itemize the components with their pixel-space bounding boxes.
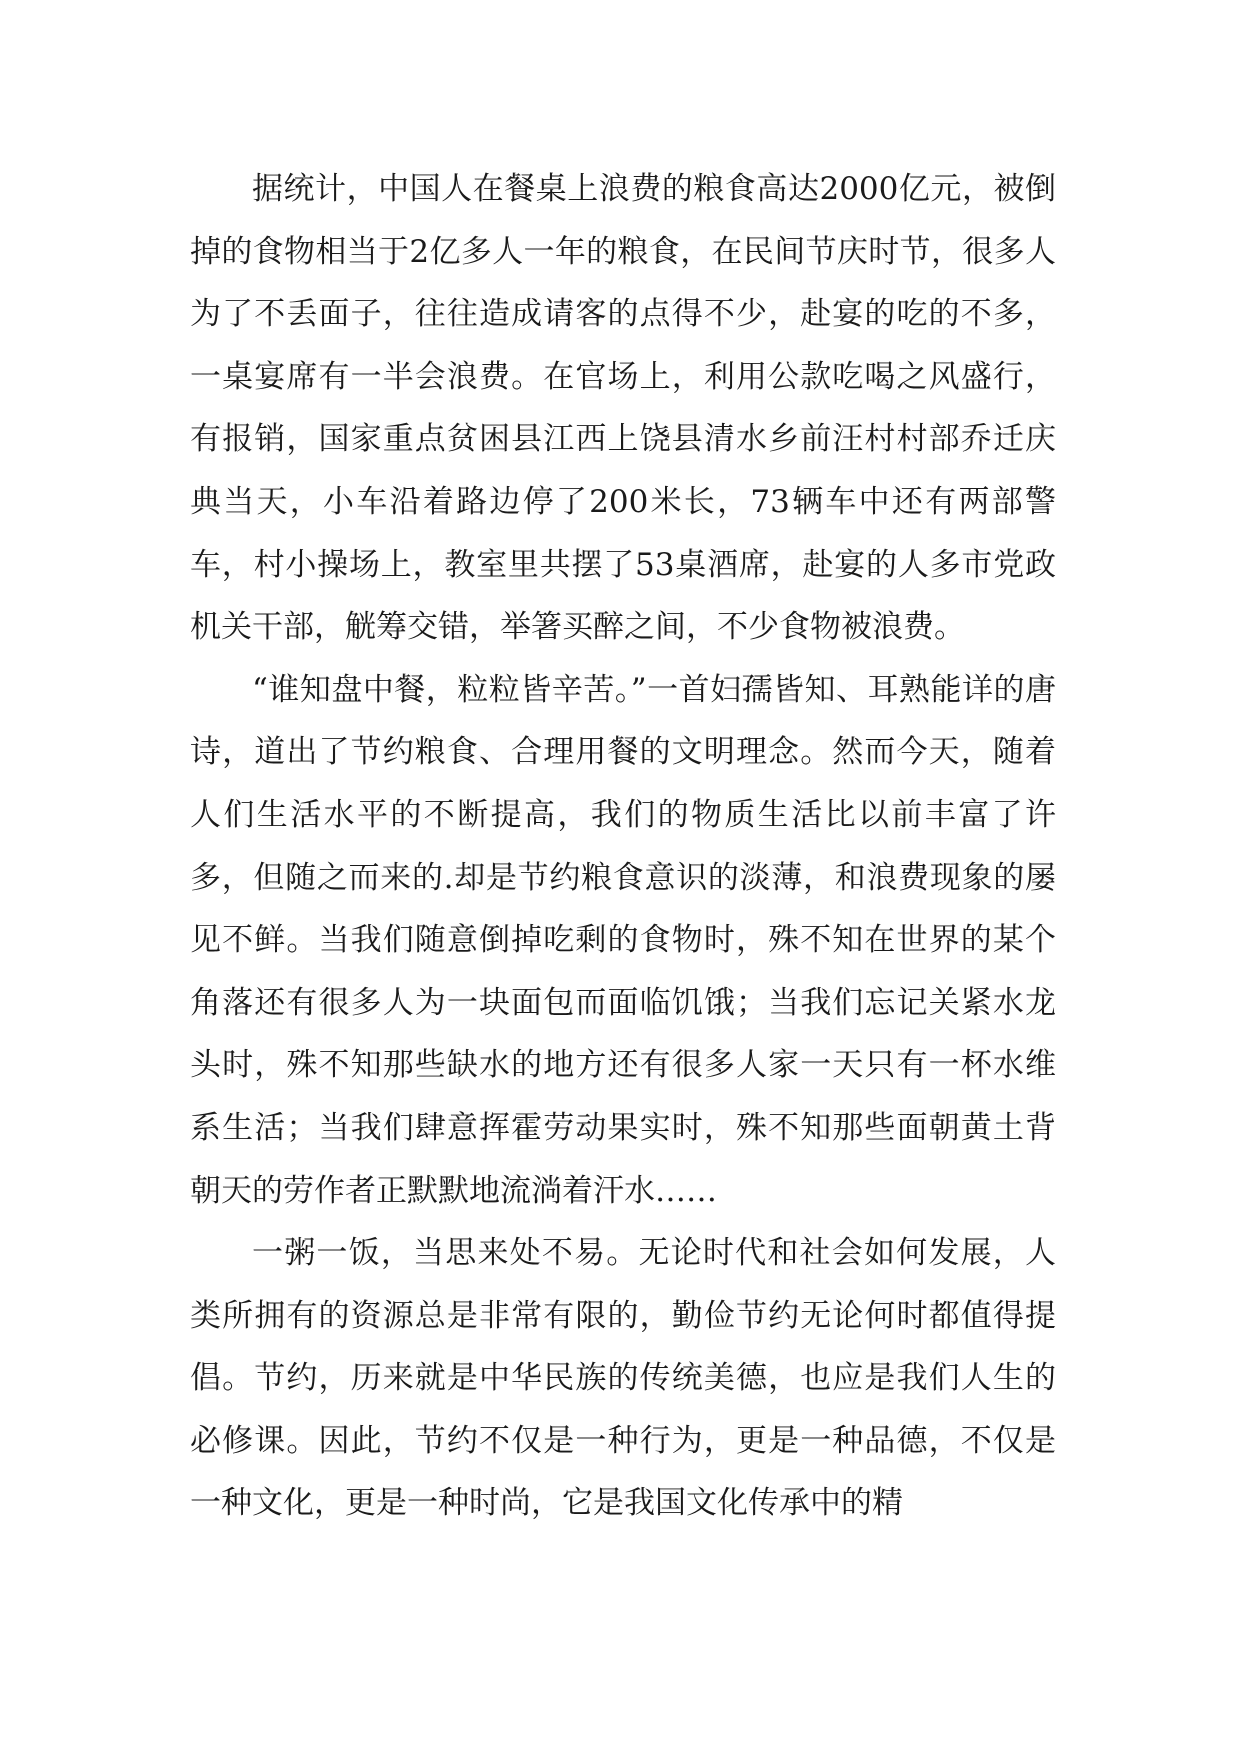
paragraph-thrift-virtue: 一粥一饭，当思来处不易。无论时代和社会如何发展，人类所拥有的资源总是非常有限的，勤俭节约无论何时都值得提倡。节约，历来就是中华民族的传统美德，也应是我们人生的必修课。因此，节约不仅是一种行为，更是一种品德，不仅是一种文化，更是一种时尚，它是我国文化传承中的精 bbox=[190, 1235, 1056, 1522]
paragraph-tang-poem: “谁知盘中餐，粒粒皆辛苦。”一首妇孺皆知、耳熟能详的唐诗，道出了节约粮食、合理用餐的文明理念。然而今天，随着人们生活水平的不断提高，我们的物质生活比以前丰富了许多，但随之而来的.却是节约粮食意识的淡薄，和浪费现象的屡见不鲜。当我们随意倒掉吃剩的食物时，殊不知在世界的某个角落还有很多人为一块面包而面临饥饿；当我们忘记关紧水龙头时，殊不知那些缺水的地方还有很多人家一天只有一杯水维系生活；当我们肆意挥霍劳动果实时，殊不知那些面朝黄土背朝天的劳作者正默默地流淌着汗水…… bbox=[190, 671, 1056, 1209]
paragraph-food-waste-statistics: 据统计，中国人在餐桌上浪费的粮食高达2000亿元，被倒掉的食物相当于2亿多人一年的粮食，在民间节庆时节，很多人为了不丢面子，往往造成请客的点得不少，赴宴的吃的不多，一桌宴席有一半会浪费。在官场上，利用公款吃喝之风盛行，有报销，国家重点贫困县江西上饶县清水乡前汪村村部乔迁庆典当天，小车沿着路边停了200米长，73辆车中还有两部警车，村小操场上，教室里共摆了53桌酒席，赴宴的人多市党政机关干部，觥筹交错，举箸买醉之间，不少食物被浪费。 bbox=[190, 171, 1056, 646]
document-body bbox=[190, 158, 1056, 1535]
